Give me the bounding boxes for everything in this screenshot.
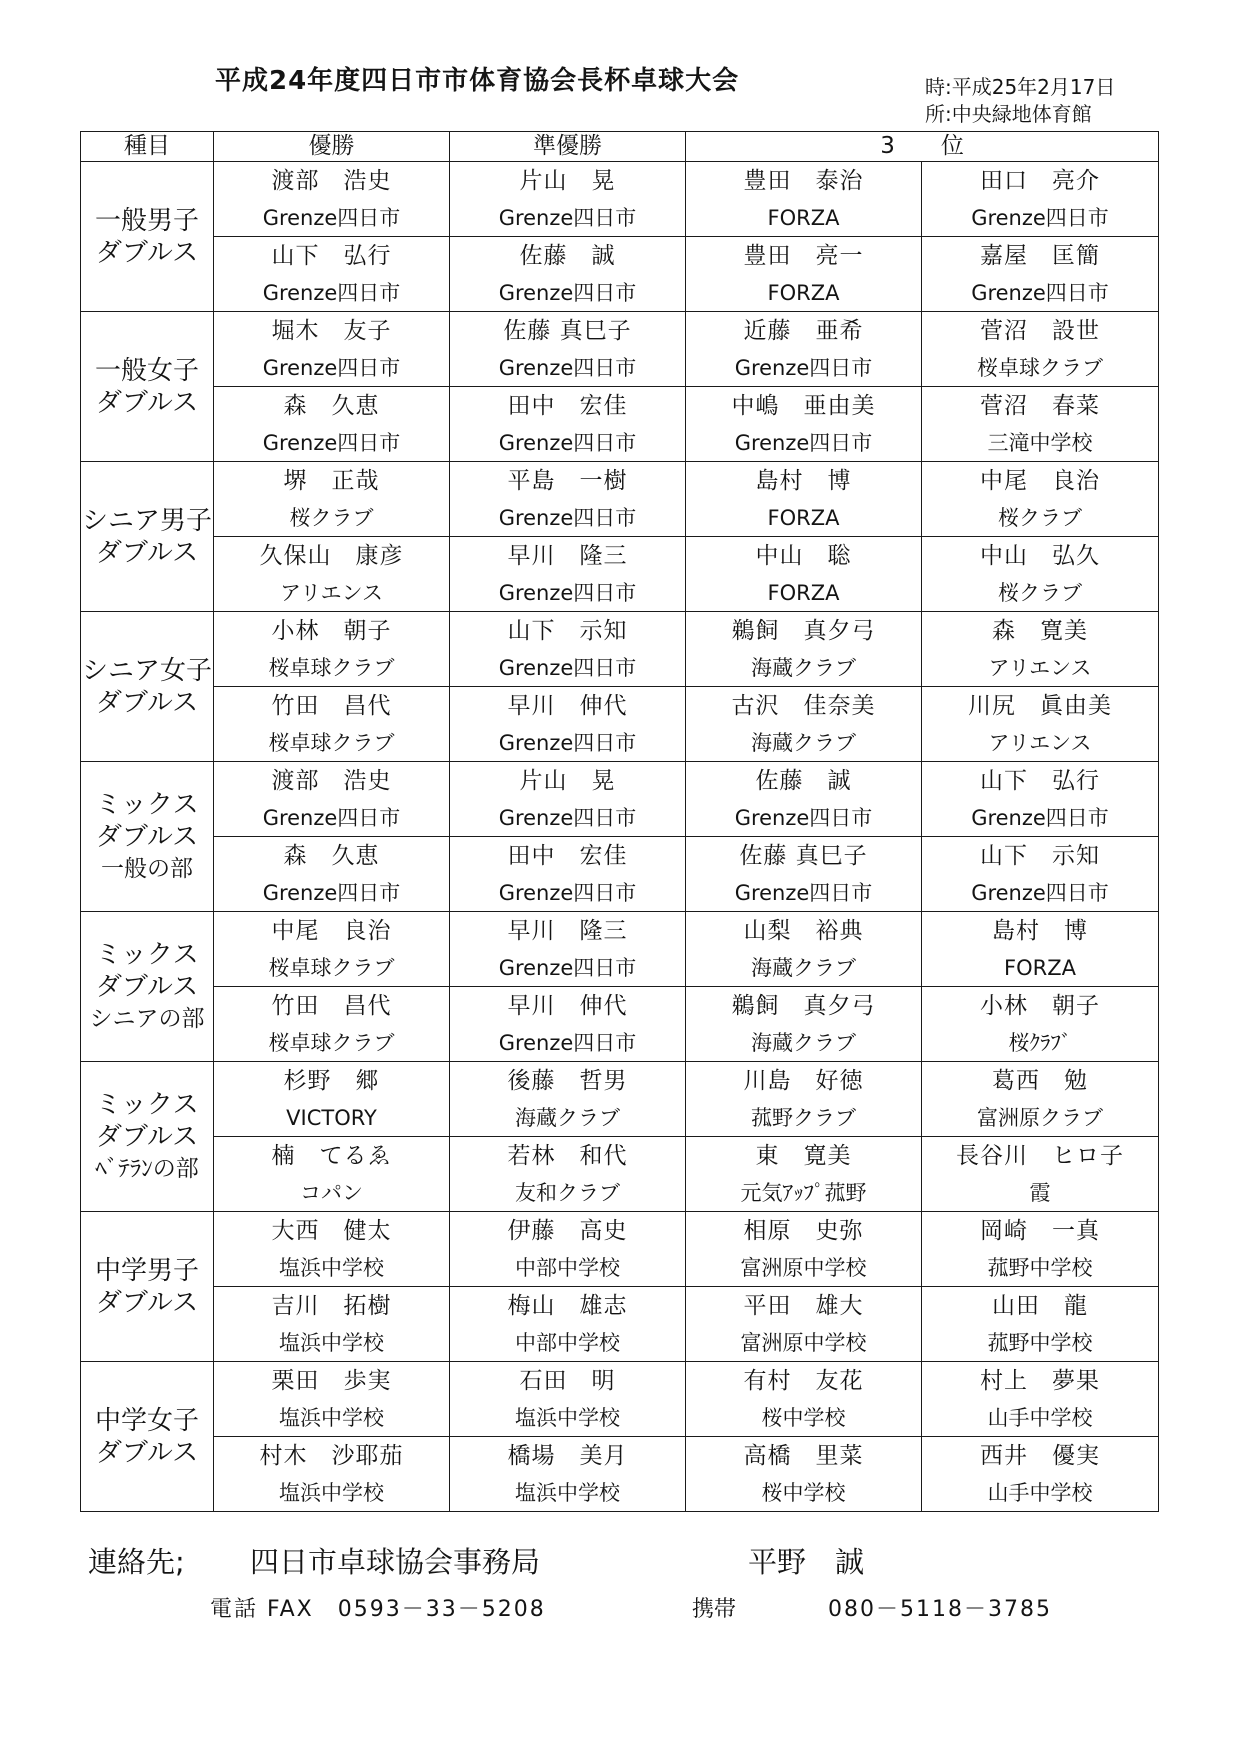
third-b-cell: [922, 1137, 1159, 1212]
player-name: 山下 弘行: [271, 243, 392, 269]
club-name: Grenze四日市: [971, 281, 1109, 305]
club-name: 塩浜中学校: [515, 1481, 620, 1505]
club-name: 桜卓球クラブ: [268, 731, 395, 755]
club-name: 桜クラブ: [998, 581, 1082, 605]
player-name: 楠 てるゑ: [271, 1143, 392, 1169]
winner-cell: [214, 912, 450, 987]
club-name: 海蔵クラブ: [751, 731, 856, 755]
results-body: [81, 162, 1159, 1512]
player-name: 森 久恵: [283, 393, 380, 419]
player-name: 菅沼 春菜: [980, 393, 1100, 419]
category-label: ﾍﾞﾃﾗﾝの部: [95, 1155, 199, 1182]
club-name: Grenze四日市: [734, 881, 873, 905]
player-name: 片山 晃: [519, 768, 616, 794]
category-cell: [81, 1212, 214, 1362]
third-b-cell: [922, 312, 1159, 387]
third-b-cell: [922, 987, 1159, 1062]
club-name: Grenze四日市: [262, 281, 401, 305]
category-label: ミックス: [95, 789, 199, 820]
winner-cell: [214, 312, 450, 387]
club-name: Grenze四日市: [971, 806, 1109, 830]
player-name: 西井 優実: [980, 1443, 1100, 1469]
winner-cell: [214, 537, 450, 612]
category-label: ダブルス: [95, 1287, 199, 1318]
club-name: 桜ｸﾗﾌﾞ: [1008, 1031, 1072, 1055]
player-name: 豊田 泰治: [743, 168, 864, 194]
winner-cell: [214, 837, 450, 912]
category-cell: [81, 1362, 214, 1512]
table-row: [81, 1062, 1159, 1137]
category-label: シニアの部: [89, 1005, 205, 1032]
header-category: 種目: [81, 132, 214, 162]
runner-up-cell: [450, 237, 686, 312]
player-name: 田口 亮介: [980, 168, 1100, 194]
third-b-cell: [922, 1062, 1159, 1137]
club-name: Grenze四日市: [498, 1031, 637, 1055]
player-name: 豊田 亮一: [743, 243, 864, 269]
player-name: 佐藤 真巳子: [739, 843, 868, 869]
club-name: 山手中学校: [987, 1406, 1093, 1430]
third-b-cell: [922, 612, 1159, 687]
club-name: Grenze四日市: [498, 881, 637, 905]
club-name: 霞: [1029, 1181, 1051, 1205]
club-name: コパン: [300, 1181, 363, 1205]
runner-up-cell: [450, 537, 686, 612]
player-name: 古沢 佳奈美: [731, 693, 876, 719]
category-label: ダブルス: [95, 821, 199, 852]
player-name: 中尾 良治: [980, 468, 1100, 494]
player-name: 長谷川 ヒロ子: [956, 1143, 1124, 1169]
club-name: 桜卓球クラブ: [977, 356, 1103, 380]
runner-up-cell: [450, 1362, 686, 1437]
runner-up-cell: [450, 1137, 686, 1212]
winner-cell: [214, 987, 450, 1062]
third-b-cell: [922, 912, 1159, 987]
third-b-cell: [922, 162, 1159, 237]
player-name: 山梨 裕典: [743, 918, 864, 944]
club-name: 桜卓球クラブ: [268, 956, 395, 980]
club-name: 山手中学校: [987, 1481, 1093, 1505]
runner-up-cell: [450, 612, 686, 687]
club-name: 海蔵クラブ: [751, 1031, 856, 1055]
player-name: 相原 史弥: [743, 1218, 864, 1244]
table-row: [81, 912, 1159, 987]
club-name: 富洲原クラブ: [977, 1106, 1103, 1130]
club-name: Grenze四日市: [498, 956, 637, 980]
club-name: FORZA: [767, 206, 840, 230]
club-name: Grenze四日市: [262, 431, 401, 455]
player-name: 森 寛美: [992, 618, 1088, 644]
third-a-cell: [686, 1062, 922, 1137]
player-name: 早川 隆三: [507, 918, 628, 944]
club-name: Grenze四日市: [262, 806, 401, 830]
player-name: 有村 友花: [743, 1368, 864, 1394]
third-b-cell: [922, 687, 1159, 762]
category-label: ミックス: [95, 1089, 199, 1120]
winner-cell: [214, 1362, 450, 1437]
club-name: 桜クラブ: [998, 506, 1082, 530]
club-name: 富洲原中学校: [740, 1331, 867, 1355]
winner-cell: [214, 1287, 450, 1362]
club-name: FORZA: [767, 281, 840, 305]
third-a-cell: [686, 762, 922, 837]
club-name: Grenze四日市: [498, 581, 637, 605]
table-row: [81, 1437, 1159, 1512]
club-name: 海蔵クラブ: [751, 656, 856, 680]
player-name: 若林 和代: [507, 1143, 628, 1169]
player-name: 山下 示知: [507, 618, 628, 644]
player-name: 村上 夢果: [980, 1368, 1100, 1394]
club-name: 友和クラブ: [515, 1181, 620, 1205]
player-name: 大西 健太: [271, 1218, 392, 1244]
contact-label: 連絡先;: [88, 1545, 185, 1579]
third-b-cell: [922, 762, 1159, 837]
player-name: 島村 博: [992, 918, 1088, 944]
club-name: 海蔵クラブ: [515, 1106, 620, 1130]
player-name: 早川 伸代: [507, 693, 628, 719]
club-name: 海蔵クラブ: [751, 956, 856, 980]
category-label: ダブルス: [95, 687, 199, 718]
category-label: ダブルス: [95, 237, 199, 268]
player-name: 杉野 郷: [283, 1068, 380, 1094]
third-a-cell: [686, 687, 922, 762]
player-name: 片山 晃: [519, 168, 616, 194]
winner-cell: [214, 237, 450, 312]
winner-cell: [214, 762, 450, 837]
event-date: 時:平成25年2月17日: [925, 75, 1116, 99]
category-label: ミックス: [95, 939, 199, 970]
player-name: 葛西 勉: [992, 1068, 1088, 1094]
club-name: アリエンス: [988, 656, 1092, 680]
table-row: [81, 312, 1159, 387]
runner-up-cell: [450, 1212, 686, 1287]
page-title: 平成24年度四日市市体育協会長杯卓球大会: [215, 66, 740, 96]
category-label: 一般女子: [94, 355, 199, 386]
club-name: Grenze四日市: [498, 356, 637, 380]
player-name: 鵜飼 真夕弓: [731, 618, 876, 644]
winner-cell: [214, 1212, 450, 1287]
club-name: Grenze四日市: [498, 206, 637, 230]
club-name: 塩浜中学校: [515, 1406, 620, 1430]
club-name: 桜卓球クラブ: [268, 656, 395, 680]
category-cell: [81, 1062, 214, 1212]
club-name: 塩浜中学校: [279, 1331, 384, 1355]
club-name: Grenze四日市: [734, 431, 873, 455]
player-name: 竹田 昌代: [271, 993, 392, 1019]
player-name: 東 寛美: [755, 1143, 852, 1169]
club-name: 中部中学校: [515, 1331, 620, 1355]
table-row: [81, 387, 1159, 462]
category-label: 一般男子: [94, 205, 199, 236]
runner-up-cell: [450, 1287, 686, 1362]
winner-cell: [214, 387, 450, 462]
third-a-cell: [686, 1362, 922, 1437]
results-table: [80, 131, 1159, 1512]
contact-fax: 電話 FAX 0593－33－5208: [210, 1597, 546, 1622]
player-name: 菅沼 設世: [980, 318, 1100, 344]
club-name: Grenze四日市: [734, 356, 873, 380]
third-a-cell: [686, 537, 922, 612]
table-row: [81, 462, 1159, 537]
event-venue: 所:中央緑地体育館: [925, 102, 1092, 126]
club-name: Grenze四日市: [498, 731, 637, 755]
player-name: 森 久恵: [283, 843, 380, 869]
player-name: 山下 弘行: [980, 768, 1100, 794]
third-a-cell: [686, 312, 922, 387]
club-name: Grenze四日市: [971, 206, 1109, 230]
club-name: VICTORY: [286, 1106, 377, 1130]
header-row: [81, 132, 1159, 162]
runner-up-cell: [450, 1437, 686, 1512]
player-name: 中尾 良治: [271, 918, 392, 944]
winner-cell: [214, 612, 450, 687]
third-a-cell: [686, 612, 922, 687]
table-row: [81, 837, 1159, 912]
club-name: Grenze四日市: [498, 506, 637, 530]
club-name: 菰野中学校: [987, 1256, 1093, 1280]
header-runner-up: 準優勝: [450, 132, 686, 162]
club-name: FORZA: [767, 581, 840, 605]
player-name: 田中 宏佳: [507, 843, 628, 869]
player-name: 堺 正哉: [283, 468, 380, 494]
club-name: 桜卓球クラブ: [268, 1031, 395, 1055]
club-name: Grenze四日市: [262, 356, 401, 380]
player-name: 川島 好徳: [743, 1068, 864, 1094]
player-name: 島村 博: [755, 468, 852, 494]
third-a-cell: [686, 387, 922, 462]
category-label: ダブルス: [95, 1437, 199, 1468]
club-name: 元気ｱｯﾌﾟ菰野: [740, 1181, 867, 1205]
runner-up-cell: [450, 762, 686, 837]
club-name: Grenze四日市: [734, 806, 873, 830]
club-name: 菰野クラブ: [751, 1106, 856, 1130]
third-b-cell: [922, 1212, 1159, 1287]
player-name: 近藤 亜希: [743, 318, 864, 344]
player-name: 中嶋 亜由美: [731, 393, 876, 419]
contact-mobile: 080－5118－3785: [828, 1597, 1052, 1622]
category-label: 中学女子: [94, 1405, 199, 1436]
third-a-cell: [686, 1212, 922, 1287]
player-name: 梅山 雄志: [507, 1293, 628, 1319]
club-name: アリエンス: [988, 731, 1092, 755]
club-name: 塩浜中学校: [279, 1481, 384, 1505]
club-name: 桜中学校: [761, 1481, 846, 1505]
player-name: 伊藤 高史: [507, 1218, 628, 1244]
winner-cell: [214, 462, 450, 537]
club-name: FORZA: [767, 506, 840, 530]
club-name: Grenze四日市: [498, 656, 637, 680]
club-name: Grenze四日市: [498, 281, 637, 305]
player-name: 小林 朝子: [980, 993, 1100, 1019]
third-a-cell: [686, 162, 922, 237]
category-cell: [81, 312, 214, 462]
player-name: 栗田 歩実: [271, 1368, 392, 1394]
player-name: 吉川 拓樹: [271, 1293, 392, 1319]
category-cell: [81, 912, 214, 1062]
player-name: 川尻 眞由美: [968, 693, 1112, 719]
third-a-cell: [686, 462, 922, 537]
player-name: 石田 明: [519, 1368, 616, 1394]
player-name: 鵜飼 真夕弓: [731, 993, 876, 1019]
winner-cell: [214, 1062, 450, 1137]
contact-person: 平野 誠: [748, 1545, 865, 1579]
category-label: ダブルス: [95, 387, 199, 418]
table-row: [81, 1212, 1159, 1287]
player-name: 竹田 昌代: [271, 693, 392, 719]
club-name: FORZA: [1004, 956, 1076, 980]
category-cell: [81, 612, 214, 762]
third-b-cell: [922, 1362, 1159, 1437]
club-name: 富洲原中学校: [740, 1256, 867, 1280]
player-name: 平島 一樹: [507, 468, 628, 494]
category-cell: [81, 162, 214, 312]
player-name: 久保山 康彦: [259, 543, 404, 569]
third-b-cell: [922, 537, 1159, 612]
table-row: [81, 162, 1159, 237]
club-name: Grenze四日市: [498, 806, 637, 830]
table-row: [81, 1137, 1159, 1212]
player-name: 嘉屋 匡簡: [980, 243, 1100, 269]
player-name: 渡部 浩史: [271, 768, 392, 794]
runner-up-cell: [450, 987, 686, 1062]
player-name: 早川 伸代: [507, 993, 628, 1019]
category-cell: [81, 462, 214, 612]
category-label: シニア女子: [81, 655, 212, 686]
winner-cell: [214, 162, 450, 237]
club-name: Grenze四日市: [971, 881, 1109, 905]
third-a-cell: [686, 1437, 922, 1512]
player-name: 渡部 浩史: [271, 168, 392, 194]
club-name: 塩浜中学校: [279, 1406, 384, 1430]
category-label: ダブルス: [95, 971, 199, 1002]
table-row: [81, 237, 1159, 312]
player-name: 田中 宏佳: [507, 393, 628, 419]
club-name: アリエンス: [279, 581, 384, 605]
player-name: 小林 朝子: [271, 618, 392, 644]
club-name: Grenze四日市: [262, 206, 401, 230]
club-name: 桜中学校: [761, 1406, 846, 1430]
category-label: 中学男子: [94, 1255, 199, 1286]
table-row: [81, 762, 1159, 837]
player-name: 中山 弘久: [980, 543, 1100, 569]
winner-cell: [214, 687, 450, 762]
player-name: 山田 龍: [992, 1293, 1088, 1319]
player-name: 佐藤 真巳子: [503, 318, 632, 344]
club-name: Grenze四日市: [498, 431, 637, 455]
header-third: 3 位: [686, 132, 1159, 162]
category-label: シニア男子: [81, 505, 212, 536]
third-b-cell: [922, 462, 1159, 537]
club-name: 塩浜中学校: [279, 1256, 384, 1280]
table-row: [81, 612, 1159, 687]
table-row: [81, 987, 1159, 1062]
runner-up-cell: [450, 1062, 686, 1137]
winner-cell: [214, 1137, 450, 1212]
table-row: [81, 687, 1159, 762]
runner-up-cell: [450, 387, 686, 462]
winner-cell: [214, 1437, 450, 1512]
player-name: 高橋 里菜: [743, 1443, 864, 1469]
table-row: [81, 1287, 1159, 1362]
club-name: 三滝中学校: [987, 431, 1093, 455]
runner-up-cell: [450, 687, 686, 762]
player-name: 平田 雄大: [743, 1293, 864, 1319]
third-b-cell: [922, 387, 1159, 462]
club-name: 中部中学校: [515, 1256, 620, 1280]
third-b-cell: [922, 1437, 1159, 1512]
table-row: [81, 1362, 1159, 1437]
player-name: 後藤 哲男: [507, 1068, 628, 1094]
player-name: 佐藤 誠: [519, 243, 616, 269]
player-name: 村木 沙耶茄: [259, 1443, 404, 1469]
player-name: 山下 示知: [980, 843, 1100, 869]
runner-up-cell: [450, 837, 686, 912]
player-name: 佐藤 誠: [755, 768, 852, 794]
category-label: 一般の部: [101, 855, 193, 882]
third-b-cell: [922, 837, 1159, 912]
runner-up-cell: [450, 312, 686, 387]
category-label: ダブルス: [95, 537, 199, 568]
third-a-cell: [686, 1137, 922, 1212]
runner-up-cell: [450, 162, 686, 237]
club-name: 菰野中学校: [987, 1331, 1093, 1355]
contact-mobile-label: 携帯: [692, 1597, 737, 1622]
player-name: 岡崎 一真: [980, 1218, 1100, 1244]
third-a-cell: [686, 1287, 922, 1362]
third-a-cell: [686, 837, 922, 912]
category-cell: [81, 762, 214, 912]
header-winner: 優勝: [214, 132, 450, 162]
player-name: 早川 隆三: [507, 543, 628, 569]
player-name: 橋場 美月: [507, 1443, 628, 1469]
player-name: 堀木 友子: [271, 318, 392, 344]
club-name: 桜クラブ: [289, 506, 374, 530]
third-a-cell: [686, 912, 922, 987]
club-name: Grenze四日市: [262, 881, 401, 905]
event-meta: [925, 74, 1115, 128]
third-a-cell: [686, 237, 922, 312]
table-row: [81, 537, 1159, 612]
category-label: ダブルス: [95, 1121, 199, 1152]
third-b-cell: [922, 1287, 1159, 1362]
runner-up-cell: [450, 912, 686, 987]
runner-up-cell: [450, 462, 686, 537]
contact-office: 四日市卓球協会事務局: [250, 1545, 541, 1579]
player-name: 中山 聡: [755, 543, 852, 569]
third-b-cell: [922, 237, 1159, 312]
third-a-cell: [686, 987, 922, 1062]
